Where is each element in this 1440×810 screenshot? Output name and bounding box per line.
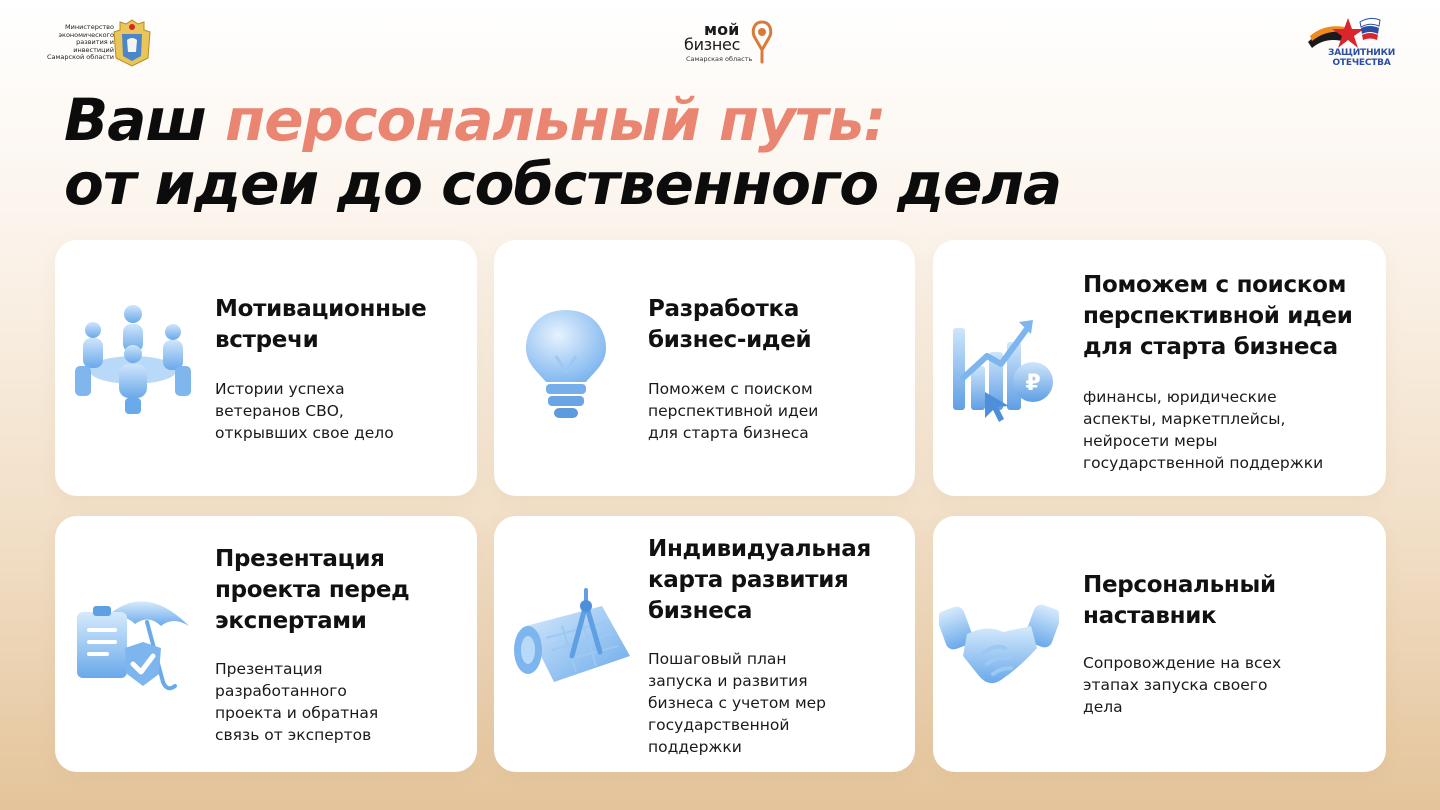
title-accent: персональный путь: bbox=[225, 86, 886, 154]
card-title bbox=[215, 544, 409, 637]
service-card-presentation bbox=[55, 516, 477, 772]
card-description bbox=[648, 648, 826, 758]
title-line: для старта бизнеса bbox=[1083, 334, 1338, 360]
title-line: экспертами bbox=[215, 608, 367, 634]
text-line: дела bbox=[1083, 698, 1123, 716]
card-description bbox=[1083, 386, 1323, 474]
text-line: этапах запуска своего bbox=[1083, 676, 1268, 694]
title-line: встречи bbox=[215, 327, 319, 353]
text-line: разработанного bbox=[215, 682, 347, 700]
brand-word-bottom: бизнес bbox=[684, 35, 741, 54]
title-line: Презентация bbox=[215, 546, 385, 572]
title-part: Ваш bbox=[64, 86, 226, 154]
text-line: нейросети меры bbox=[1083, 432, 1218, 450]
text-line: ветеранов СВО, bbox=[215, 402, 344, 420]
text-line: проекта и обратная bbox=[215, 704, 379, 722]
ministry-line: развития и инвестиций bbox=[73, 38, 114, 54]
title-line: карта развития bbox=[648, 567, 849, 593]
card-description bbox=[648, 378, 818, 444]
title-line: Поможем с поиском bbox=[1083, 272, 1347, 298]
title-line: Индивидуальная bbox=[648, 536, 871, 562]
zashchitniki-text bbox=[1328, 48, 1395, 68]
title-line-1 bbox=[64, 86, 885, 154]
page-title bbox=[64, 88, 1061, 216]
text-line: запуска и развития bbox=[648, 672, 808, 690]
service-card-development-map bbox=[494, 516, 915, 772]
card-description bbox=[215, 658, 378, 746]
card-title bbox=[1083, 270, 1353, 363]
service-card-idea-search bbox=[933, 240, 1386, 496]
moy-biznes-logo bbox=[678, 20, 788, 68]
card-description bbox=[215, 378, 394, 444]
ministry-name bbox=[44, 24, 114, 62]
card-title bbox=[648, 534, 871, 627]
text-line: Поможем с поиском bbox=[648, 380, 813, 398]
text-line: для старта бизнеса bbox=[648, 424, 809, 442]
card-title bbox=[215, 294, 426, 356]
title-line: перспективной идеи bbox=[1083, 303, 1353, 329]
location-pin-icon bbox=[750, 20, 774, 64]
coat-of-arms-icon bbox=[110, 18, 154, 68]
ministry-line: Министерство bbox=[65, 23, 114, 31]
handshake-icon bbox=[939, 596, 1059, 696]
text-line: связь от экспертов bbox=[215, 726, 372, 744]
zashchitniki-logo bbox=[1300, 12, 1410, 72]
light-bulb-icon bbox=[520, 306, 612, 422]
title-line: бизнес-идей bbox=[648, 327, 812, 353]
service-card-business-ideas bbox=[494, 240, 915, 496]
brand-region: Самарская область bbox=[686, 55, 753, 63]
card-title bbox=[1083, 570, 1276, 632]
service-card-motivation bbox=[55, 240, 477, 496]
text-line: поддержки bbox=[648, 738, 742, 756]
title-line-2: от идеи до собственного дела bbox=[64, 150, 1062, 218]
growth-chart-ruble-icon bbox=[949, 306, 1059, 424]
text-line: бизнеса с учетом мер bbox=[648, 694, 827, 712]
title-line: проекта перед bbox=[215, 577, 410, 603]
brand-word-top: мой bbox=[704, 20, 740, 39]
ministry-line: Самарской области bbox=[46, 53, 114, 61]
text-line: государственной поддержки bbox=[1083, 454, 1324, 472]
title-line: наставник bbox=[1083, 603, 1217, 629]
blueprint-compass-icon bbox=[506, 586, 636, 696]
ministry-logo bbox=[44, 18, 164, 70]
card-title bbox=[648, 294, 811, 356]
zo-line: ОТЕЧЕСТВА bbox=[1332, 58, 1391, 68]
meeting-people-icon bbox=[69, 300, 197, 418]
service-card-mentor bbox=[933, 516, 1386, 772]
text-line: финансы, юридические bbox=[1083, 388, 1277, 406]
text-line: аспекты, маркетплейсы, bbox=[1083, 410, 1286, 428]
text-line: перспективной идеи bbox=[648, 402, 819, 420]
ministry-line: экономического bbox=[58, 30, 114, 39]
umbrella-shield-icon bbox=[73, 586, 199, 704]
title-line: Разработка bbox=[648, 296, 800, 322]
text-line: Истории успеха bbox=[215, 380, 345, 398]
card-description bbox=[1083, 652, 1281, 718]
title-line: Персональный bbox=[1083, 572, 1276, 598]
zo-line: ЗАЩИТНИКИ bbox=[1328, 48, 1396, 58]
text-line: государственной bbox=[648, 716, 790, 734]
svg-text:₽: ₽ bbox=[1025, 371, 1041, 396]
title-line: бизнеса bbox=[648, 598, 753, 624]
text-line: открывших свое дело bbox=[215, 424, 394, 442]
text-line: Сопровождение на всех bbox=[1083, 654, 1282, 672]
text-line: Пошаговый план bbox=[648, 650, 787, 668]
title-line: Мотивационные bbox=[215, 296, 427, 322]
text-line: Презентация bbox=[215, 660, 323, 678]
